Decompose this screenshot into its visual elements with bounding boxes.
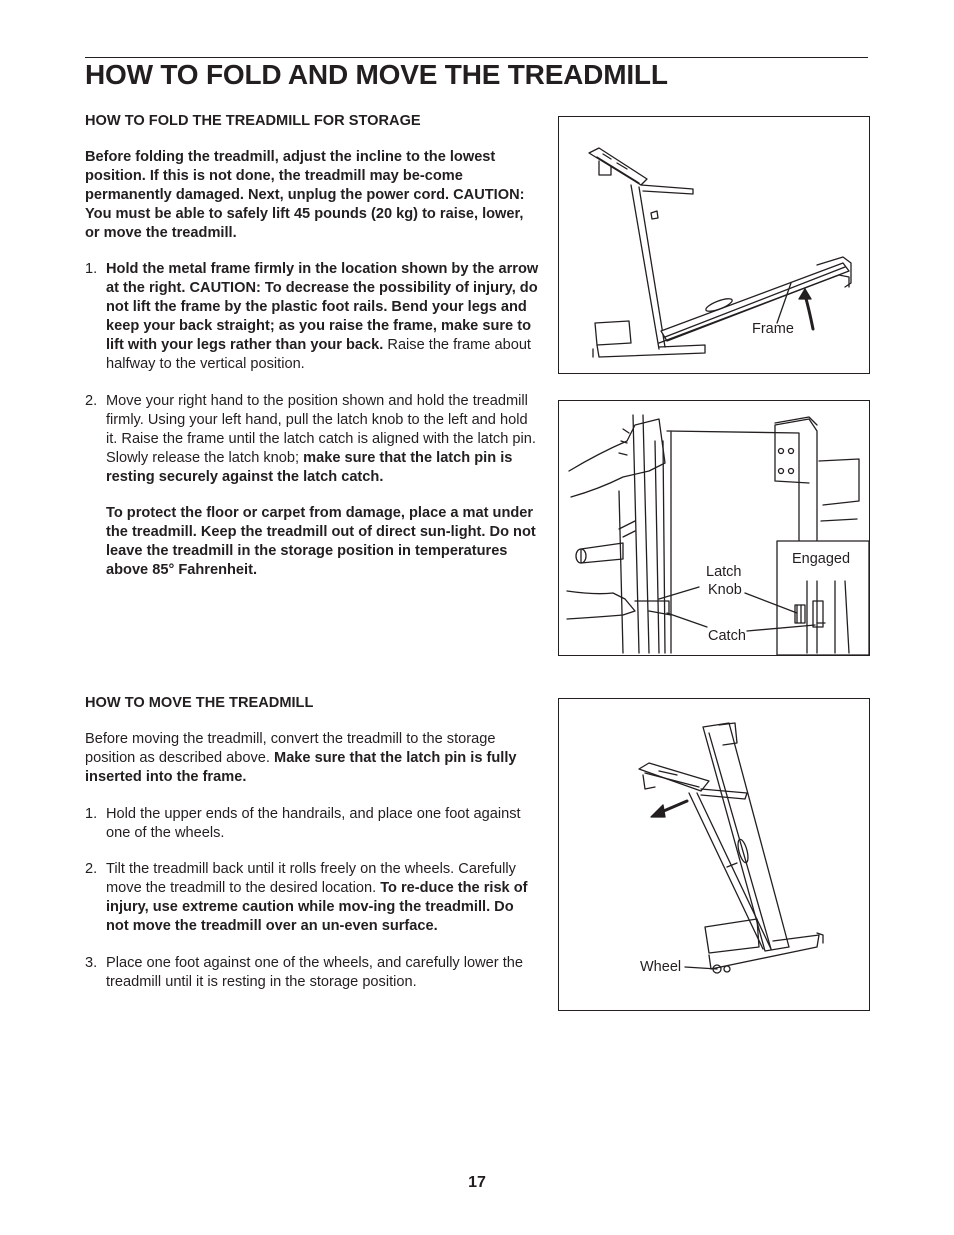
frame-label: Frame	[752, 321, 794, 337]
fold-step-2-number: 2.	[85, 392, 98, 409]
latch-illustration	[558, 400, 870, 656]
move-step-1-text: Hold the upper ends of the handrails, and place one foot against one of the wheels.	[106, 805, 521, 841]
knob-label: Knob	[708, 582, 742, 598]
fold-heading: HOW TO FOLD THE TREADMILL FOR STORAGE	[85, 113, 421, 129]
move-step-2	[85, 860, 531, 936]
move-step-2-text: Tilt the treadmill back until it rolls freely on the wheels. Carefully move the treadmill to the desired location.	[106, 861, 516, 897]
move-step-3-number: 3.	[85, 955, 98, 972]
move-step-2-warning: To re-duce the risk of injury, use extreme caution while mov-ing the treadmill. Do not move the treadmill over an un-even surface.	[106, 880, 528, 935]
fold-step-1-caution: Hold the metal frame firmly in the location shown by the arrow at the right. CAUTION: To decrease the possibility of injury, do not lift the frame by the plastic foot rails. Bend your legs and keep your back straight; as you raise the frame, make sure to lift with your legs rather than your back.	[106, 261, 539, 354]
move-heading: HOW TO MOVE THE TREADMILL	[85, 695, 314, 711]
move-step-3	[85, 954, 530, 992]
fold-frame-illustration	[558, 116, 870, 374]
fold-step-2-text: Move your right hand to the position shown and hold the treadmill firmly. Using your left hand, pull the latch knob to the left and hold it. Raise the frame until the latch catch is aligned with the latch pin. Slowly release the latch knob;	[106, 392, 536, 466]
fold-step-2-warning: make sure that the latch pin is resting securely against the latch catch.	[106, 449, 513, 485]
fold-intro: Before folding the treadmill, adjust the incline to the lowest position. If this is not done, the treadmill may be-come permanently damaged. Next, unplug the power cord. CAUTION: You must be able to safely lift 45 pounds (20 kg) to raise, lower, or move the treadmill.	[85, 148, 525, 241]
fold-step-1-text: Raise the frame about halfway to the vertical position.	[106, 337, 531, 372]
fold-protect-note: To protect the floor or carpet from damage, place a mat under the treadmill. Keep the treadmill out of direct sun-light. Do not leave the treadmill in the storage position in temperatures above 85° Fahrenheit.	[106, 505, 536, 579]
move-illustration	[558, 698, 870, 1011]
move-intro-text: Before moving the treadmill, convert the treadmill to the storage position as described above.	[85, 730, 496, 766]
catch-label: Catch	[708, 628, 746, 644]
engaged-label: Engaged	[792, 551, 851, 567]
latch-label: Latch	[706, 564, 742, 580]
move-step-3-text: Place one foot against one of the wheels, and carefully lower the treadmill until it is resting in the storage position.	[106, 955, 523, 990]
move-section	[85, 694, 530, 992]
page-title: HOW TO FOLD AND MOVE THE TREADMILL	[85, 59, 668, 90]
page-number: 17	[468, 1174, 486, 1191]
move-intro-warning: Make sure that the latch pin is fully inserted into the frame.	[85, 749, 517, 785]
move-step-1	[85, 805, 530, 843]
move-step-2-number: 2.	[85, 861, 98, 878]
fold-section	[85, 112, 540, 580]
fold-step-2	[85, 392, 541, 580]
wheel-label: Wheel	[640, 959, 682, 975]
move-step-1-number: 1.	[85, 805, 98, 822]
fold-step-1-number: 1.	[85, 261, 98, 278]
fold-step-1	[85, 260, 540, 373]
